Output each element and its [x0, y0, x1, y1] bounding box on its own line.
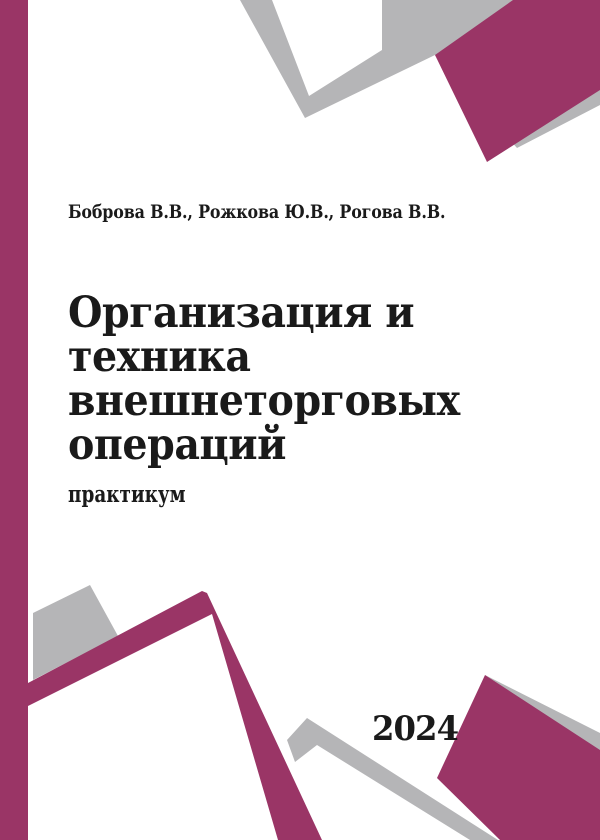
bottom-right-magenta-polygon [437, 675, 600, 840]
book-subtitle: практикум [68, 481, 186, 508]
authors-line: Боброва В.В., Рожкова Ю.В., Рогова В.В. [68, 202, 446, 223]
book-title: Организация и техника внешнеторговых операций [68, 288, 460, 470]
left-accent-bar [0, 0, 28, 840]
publication-year: 2024 [372, 709, 459, 749]
